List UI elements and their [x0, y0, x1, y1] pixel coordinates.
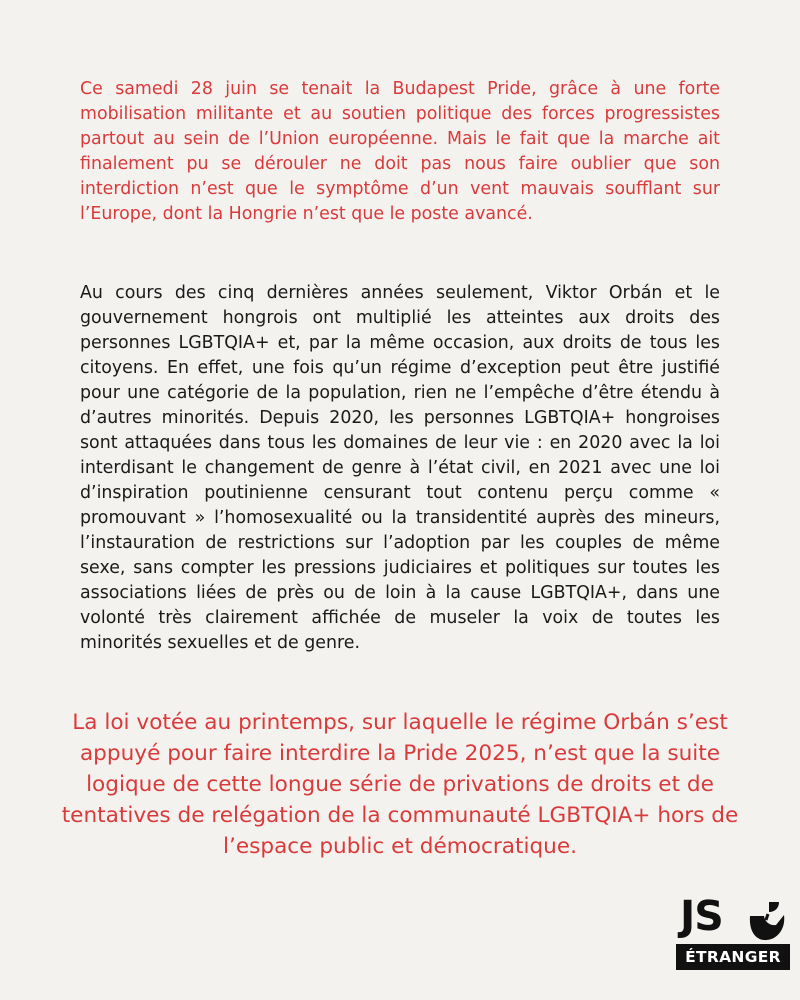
js-etranger-logo [676, 894, 790, 974]
intro-paragraph: Ce samedi 28 juin se tenait la Budapest Pride, grâce à une forte mobilisation militante et au soutien politique des forces progressistes partout au sein de l’Union européenne. Mais le fait que la marche ait finalement pu se dérouler ne doit pas nous faire oublier que son interdiction n’est que le symptôme d’un vent mauvais soufflant sur l’Europe, dont la Hongrie n’est que le poste avancé. [80, 79, 720, 224]
logo-wordmark: JS [680, 892, 723, 940]
pull-quote: La loi votée au printemps, sur laquelle le régime Orbán s’est appuyé pour faire interdire la Pride 2025, n’est que la suite logique de cette longue série de privations de droits et de tentatives de relégation de la communauté LGBTQIA+ hors de l’espace public et démocratique. [61, 710, 739, 859]
body-paragraph: Au cours des cinq dernières années seulement, Viktor Orbán et le gouvernement hongrois ont multiplié les atteintes aux droits des personnes LGBTQIA+ et, par la même occasion, aux droits de tous les citoyens. En effet, une fois qu’un régime d’exception peut être justifié pour une catégorie de la population, rien ne l’empêche d’être étendu à d’autres minorités. Depuis 2020, les personnes LGBTQIA+ hongroises sont attaquées dans tous les domaines de leur vie : en 2020 avec la loi interdisant le changement de genre à l’état civil, en 2021 avec une loi d’inspiration poutinienne censurant tout contenu perçu comme « promouvant » l’homosexualité ou la transidentité auprès des mineurs, l’instauration de restrictions sur l’adoption par les couples de même sexe, sans compter les pressions judiciaires et politiques sur toutes les associations liées de près ou de loin à la cause LGBTQIA+, dans une volonté très clairement affichée de museler la voix de toutes les minorités sexuelles et de genre. [80, 283, 720, 653]
logo-subtitle: ÉTRANGER [676, 944, 790, 970]
rose-icon [746, 900, 788, 942]
